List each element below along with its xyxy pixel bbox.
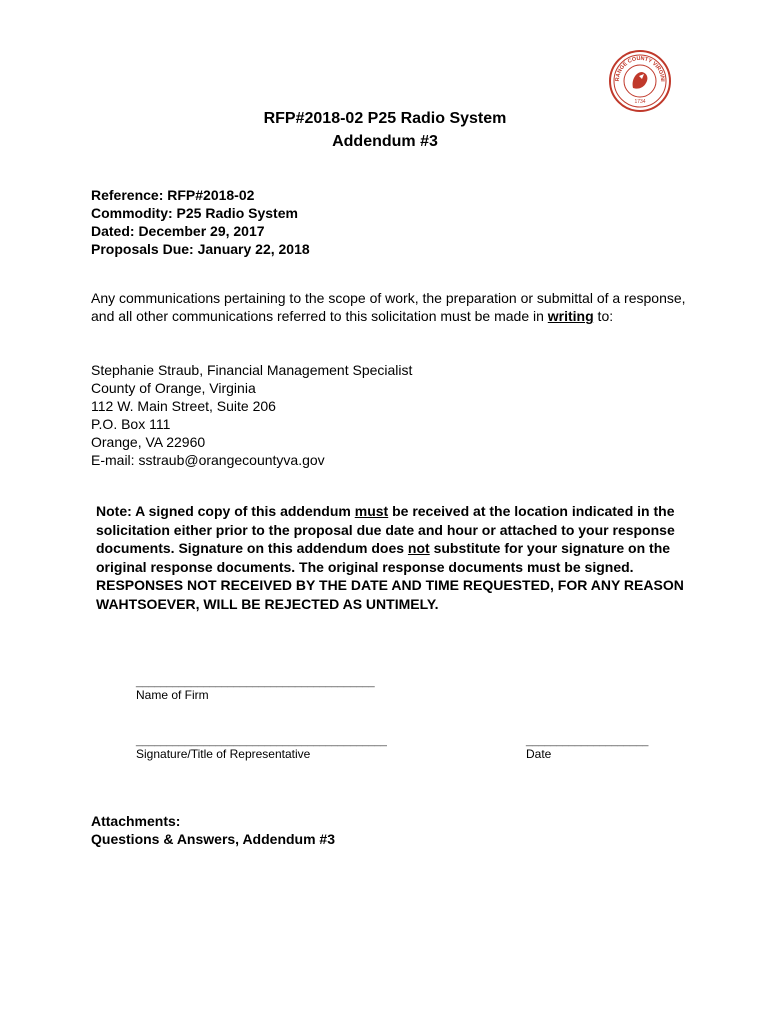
reference-block [91,186,310,258]
note-text-2: be received at the location indicated in the solicitation either prior to the proposal due date and hour or attached to your response documents. Signature on this addendum does [96,503,675,556]
note-not-emphasis: not [407,540,430,556]
firm-name-line[interactable]: _______________________________________ [136,676,375,688]
document-title: RFP#2018-02 P25 Radio System [263,110,507,127]
contact-name: Stephanie Straub, Financial Management Specialist [91,362,413,378]
communications-paragraph [91,289,691,325]
document-subtitle: Addendum #3 [332,133,438,150]
dated-line: Dated: December 29, 2017 [91,223,265,239]
contact-organization: County of Orange, Virginia [91,380,256,396]
communications-text: Any communications pertaining to the scope of work, the preparation or submittal of a response, and all other communications referred to this solicitation must be made in [91,290,686,324]
note-text-3: substitute for your signature on the original response documents. The original response documents must be signed. RESPONSES NOT RECEIVED BY THE DATE AND TIME REQUESTED, FOR ANY REASON WAHTSOEVER, WILL BE REJECTED AS UNTIMELY. [96,540,684,612]
signature-note [96,502,696,613]
firm-name-label: Name of Firm [136,688,209,702]
contact-address-block [91,361,412,469]
communications-text-end: to: [593,308,614,324]
commodity-line: Commodity: P25 Radio System [91,205,298,221]
attachments-heading: Attachments: [91,813,181,829]
county-seal [609,50,671,112]
attachment-item: Questions & Answers, Addendum #3 [91,831,336,847]
date-label: Date [526,747,552,761]
representative-signature-line[interactable]: _________________________________________ [136,735,387,747]
reference-line: Reference: RFP#2018-02 [91,187,255,203]
representative-signature-label: Signature/Title of Representative [136,747,311,761]
contact-po-box: P.O. Box 111 [91,416,171,432]
contact-street: 112 W. Main Street, Suite 206 [91,398,276,414]
note-must-emphasis: must [354,503,389,519]
svg-text:1734: 1734 [634,99,646,105]
proposals-due-line: Proposals Due: January 22, 2018 [91,241,310,257]
note-text-1: Note: A signed copy of this addendum [96,503,355,519]
svg-text:ORANGE COUNTY VIRGINIA: RANGE COUNTY VIRGINI [614,55,666,82]
contact-email: E-mail: sstraub@orangecountyva.gov [91,452,325,468]
date-line[interactable]: ____________________ [526,735,649,747]
attachments-block [91,812,335,848]
writing-emphasis: writing [547,308,594,324]
contact-city: Orange, VA 22960 [91,434,206,450]
